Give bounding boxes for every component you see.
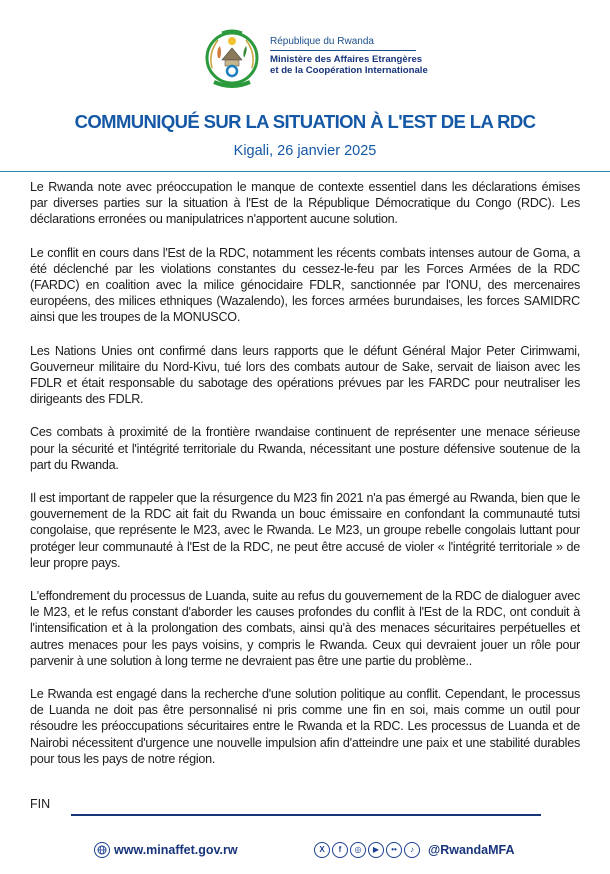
communique-body: [30, 179, 580, 784]
header-divider: [270, 50, 416, 51]
flickr-icon[interactable]: ••: [386, 842, 402, 858]
website-url[interactable]: www.minaffet.gov.rw: [114, 843, 238, 857]
instagram-icon[interactable]: ◎: [350, 842, 366, 858]
paragraph: Ces combats à proximité de la frontière rwandaise continuent de représenter une menace sérieuse pour la sécurité et l'intégrité territoriale du Rwanda, nécessitant une posture défensive soutenue de la part du Rwanda.: [30, 425, 580, 472]
tiktok-icon[interactable]: ♪: [404, 842, 420, 858]
paragraph: Le conflit en cours dans l'Est de la RDC, notamment les récents combats intenses autour de Goma, a été déclenché par les violations constantes du cessez-le-feu par les Forces Armées de la RDC (FARDC) en coalition avec la milice génocidaire FDLR, sanctionnée par l'ONU, des mercenaires européens, des milices ethniques (Wazalendo), les forces armées burundaises, les forces SAMIDRC ainsi que les troupes de la MONUSCO.: [30, 245, 580, 325]
footer: [0, 842, 610, 866]
paragraph: L'effondrement du processus de Luanda, suite au refus du gouvernement de la RDC de dialoguer avec le M23, et le refus constant d'aborder les causes profondes du conflit à l'Est de la RDC, ont conduit à l'intensification et à la prolongation des combats, ainsi qu'à des menaces sécuritaires perpétuelles et autres menaces pour les pays voisins, y compris le Rwanda. Ceux qui devraient jouer un rôle pour parvenir à une solution à long terme ne devraient pas être une partie du problème..: [30, 589, 580, 668]
coat-of-arms-icon: [204, 28, 260, 94]
globe-icon: [94, 842, 110, 858]
paragraph: Le Rwanda est engagé dans la recherche d'une solution politique au conflit. Cependant, le processus de Luanda ne doit pas être personnalisé ni pris comme une fin en soi, mais comme un outil pour résoudre les préoccupations sécuritaires entre le Rwanda et la RDC. Les processus de Luanda et de Nairobi nécessitent d'urgence une nouvelle impulsion afin d'atteindre une paix et une stabilité durables pour tous les pays de notre région.: [30, 687, 580, 766]
facebook-icon[interactable]: f: [332, 842, 348, 858]
website-link[interactable]: [94, 842, 238, 858]
social-handle[interactable]: @RwandaMFA: [428, 843, 515, 857]
paragraph: Il est important de rappeler que la résurgence du M23 fin 2021 n'a pas émergé au Rwanda, bien que le gouvernement de la RDC ait fait du Rwanda un bouc émissaire en confondant la communauté tutsi congolaise, que représente le M23, avec le Rwanda. Le M23, un groupe rebelle congolais luttant pour protéger leur communauté à l'Est de la RDC, ne peut être accusé de violer « l'intégrité territoriale » de leur propre pays.: [30, 491, 580, 570]
fin-label: FIN: [30, 797, 51, 811]
x-twitter-icon[interactable]: X: [314, 842, 330, 858]
country-name: République du Rwanda: [270, 36, 374, 47]
ministry-name-line1: Ministère des Affaires Etrangères: [270, 54, 423, 65]
date-line: Kigali, 26 janvier 2025: [233, 143, 377, 159]
paragraph: Les Nations Unies ont confirmé dans leurs rapports que le défunt Général Major Peter Cirimwami, Gouverneur militaire du Nord-Kivu, tué lors des combats autour de Sake, servait de liaison avec les FDLR et était responsable du sabotage des opérations prévues par les FARDC pour neutraliser les dirigeants des FDLR.: [30, 343, 580, 407]
youtube-icon[interactable]: ▶: [368, 842, 384, 858]
letterhead: [0, 28, 610, 98]
document-title: COMMUNIQUÉ SUR LA SITUATION À L'EST DE LA RDC: [74, 111, 536, 132]
ministry-name-line2: et de la Coopération Internationale: [270, 65, 428, 76]
ministry-heading: [270, 36, 428, 76]
fin-divider: [71, 814, 541, 816]
paragraph: Le Rwanda note avec préoccupation le manque de contexte essentiel dans les déclarations émises par diverses parties sur la situation à l'Est de la République Démocratique du Congo (RDC). Les déclarations erronées ou manipulatrices n'apportent aucune solution.: [30, 180, 580, 227]
title-divider: [0, 171, 610, 172]
social-links: [314, 842, 515, 858]
